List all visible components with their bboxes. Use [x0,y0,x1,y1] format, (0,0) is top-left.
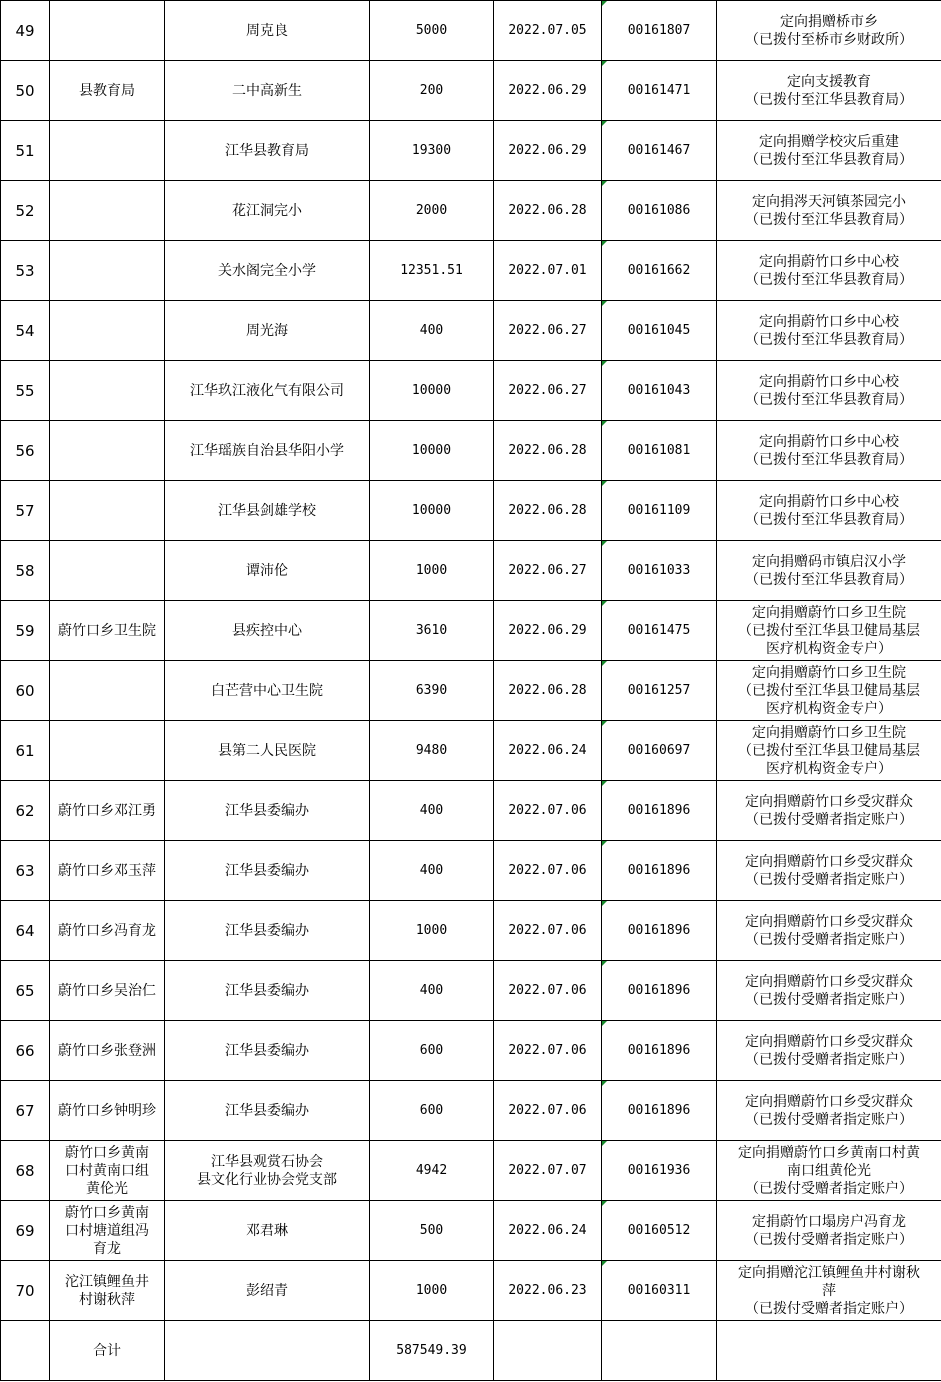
amount-cell: 12351.51 [370,241,494,301]
amount-cell: 400 [370,961,494,1021]
row-number-cell: 49 [1,1,50,61]
date-cell: 2022.06.28 [494,481,602,541]
recipient-cell: 蔚竹口乡钟明珍 [50,1081,165,1141]
receipt-number-cell: 00161257 [602,661,717,721]
donor-cell: 彭绍青 [165,1261,370,1321]
purpose-cell: 定向捐赠蔚竹口乡受灾群众 （已拨付受赠者指定账户） [717,781,941,841]
recipient-cell [50,121,165,181]
date-cell: 2022.06.23 [494,1261,602,1321]
donor-cell: 江华县剑雄学校 [165,481,370,541]
amount-cell: 10000 [370,361,494,421]
purpose-cell: 定向捐赠蔚竹口乡黄南口村黄 南口组黄伦光 （已拨付受赠者指定账户） [717,1141,941,1201]
table-row [1,661,941,721]
amount-cell: 3610 [370,601,494,661]
date-cell: 2022.06.27 [494,301,602,361]
receipt-number-cell: 00161043 [602,361,717,421]
date-cell: 2022.06.24 [494,721,602,781]
date-cell: 2022.06.29 [494,601,602,661]
donor-cell: 江华县委编办 [165,1081,370,1141]
amount-cell: 4942 [370,1141,494,1201]
receipt-number-cell: 00160311 [602,1261,717,1321]
row-number-cell: 52 [1,181,50,241]
row-number-cell: 50 [1,61,50,121]
receipt-number-cell: 00161045 [602,301,717,361]
table-row [1,301,941,361]
row-number-cell: 56 [1,421,50,481]
donor-cell: 二中高新生 [165,61,370,121]
amount-cell: 1000 [370,901,494,961]
row-number-cell: 68 [1,1141,50,1201]
donor-cell: 谭沛伦 [165,541,370,601]
row-number-cell: 62 [1,781,50,841]
table-row [1,601,941,661]
table-row [1,241,941,301]
total-amount-cell: 587549.39 [370,1321,494,1381]
table-row [1,61,941,121]
donor-cell: 周克良 [165,1,370,61]
purpose-cell: 定向捐赠蔚竹口乡受灾群众 （已拨付受赠者指定账户） [717,1021,941,1081]
date-cell: 2022.06.27 [494,541,602,601]
table-row [1,841,941,901]
donor-cell: 江华县委编办 [165,1021,370,1081]
row-number-cell: 66 [1,1021,50,1081]
purpose-cell: 定向捐赠蔚竹口乡卫生院 （已拨付至江华县卫健局基层 医疗机构资金专户） [717,601,941,661]
row-number-cell: 67 [1,1081,50,1141]
empty-cell [602,1321,717,1381]
row-number-cell: 70 [1,1261,50,1321]
row-number-cell: 53 [1,241,50,301]
receipt-number-cell: 00161109 [602,481,717,541]
amount-cell: 2000 [370,181,494,241]
purpose-cell: 定向捐蔚竹口乡中心校 （已拨付至江华县教育局） [717,361,941,421]
recipient-cell: 沱江镇鲤鱼井 村谢秋萍 [50,1261,165,1321]
receipt-number-cell: 00161896 [602,841,717,901]
purpose-cell: 定向捐赠蔚竹口乡卫生院 （已拨付至江华县卫健局基层 医疗机构资金专户） [717,661,941,721]
donor-cell: 江华县委编办 [165,901,370,961]
date-cell: 2022.07.06 [494,961,602,1021]
receipt-number-cell: 00161807 [602,1,717,61]
purpose-cell: 定向捐赠桥市乡 （已拨付至桥市乡财政所） [717,1,941,61]
table-row [1,1021,941,1081]
date-cell: 2022.07.06 [494,1021,602,1081]
table-row [1,481,941,541]
donor-cell: 周光海 [165,301,370,361]
total-label-cell: 合计 [50,1321,165,1381]
receipt-number-cell: 00161086 [602,181,717,241]
table-row [1,181,941,241]
recipient-cell: 蔚竹口乡邓江勇 [50,781,165,841]
amount-cell: 1000 [370,1261,494,1321]
receipt-number-cell: 00161896 [602,781,717,841]
table-row [1,121,941,181]
row-number-cell: 64 [1,901,50,961]
donor-cell: 江华县观赏石协会 县文化行业协会党支部 [165,1141,370,1201]
purpose-cell: 定向捐蔚竹口乡中心校 （已拨付至江华县教育局） [717,421,941,481]
table-row [1,1081,941,1141]
date-cell: 2022.07.05 [494,1,602,61]
recipient-cell [50,721,165,781]
receipt-number-cell: 00161662 [602,241,717,301]
recipient-cell: 蔚竹口乡黄南 口村塘道组冯 育龙 [50,1201,165,1261]
recipient-cell: 蔚竹口乡冯育龙 [50,901,165,961]
row-number-cell: 60 [1,661,50,721]
recipient-cell: 县教育局 [50,61,165,121]
recipient-cell: 蔚竹口乡黄南 口村黄南口组 黄伦光 [50,1141,165,1201]
row-number-cell: 65 [1,961,50,1021]
donor-cell: 花江洞完小 [165,181,370,241]
table-row [1,1,941,61]
receipt-number-cell: 00161467 [602,121,717,181]
date-cell: 2022.07.07 [494,1141,602,1201]
receipt-number-cell: 00161896 [602,1081,717,1141]
purpose-cell: 定向捐蔚竹口乡中心校 （已拨付至江华县教育局） [717,481,941,541]
amount-cell: 500 [370,1201,494,1261]
purpose-cell: 定向捐蔚竹口乡中心校 （已拨付至江华县教育局） [717,241,941,301]
receipt-number-cell: 00161896 [602,901,717,961]
amount-cell: 200 [370,61,494,121]
donor-cell: 江华玖江液化气有限公司 [165,361,370,421]
recipient-cell [50,241,165,301]
donor-cell: 县第二人民医院 [165,721,370,781]
recipient-cell [50,481,165,541]
purpose-cell: 定向捐赠沱江镇鲤鱼井村谢秋 萍 （已拨付受赠者指定账户） [717,1261,941,1321]
amount-cell: 6390 [370,661,494,721]
amount-cell: 1000 [370,541,494,601]
purpose-cell: 定向捐赠蔚竹口乡受灾群众 （已拨付受赠者指定账户） [717,901,941,961]
row-number-cell: 61 [1,721,50,781]
donor-cell: 江华县委编办 [165,961,370,1021]
recipient-cell [50,361,165,421]
table-row [1,421,941,481]
donor-cell: 江华瑶族自治县华阳小学 [165,421,370,481]
receipt-number-cell: 00161896 [602,961,717,1021]
recipient-cell [50,301,165,361]
row-number-cell: 63 [1,841,50,901]
row-number-cell: 69 [1,1201,50,1261]
date-cell: 2022.07.06 [494,901,602,961]
date-cell: 2022.06.29 [494,121,602,181]
receipt-number-cell: 00161896 [602,1021,717,1081]
row-number-cell: 58 [1,541,50,601]
date-cell: 2022.06.28 [494,661,602,721]
donor-cell: 白芒营中心卫生院 [165,661,370,721]
table-row [1,961,941,1021]
receipt-number-cell: 00161033 [602,541,717,601]
date-cell: 2022.06.24 [494,1201,602,1261]
receipt-number-cell: 00161081 [602,421,717,481]
date-cell: 2022.06.27 [494,361,602,421]
amount-cell: 400 [370,841,494,901]
purpose-cell: 定向捐赠蔚竹口乡受灾群众 （已拨付受赠者指定账户） [717,841,941,901]
row-number-cell: 51 [1,121,50,181]
table-row [1,721,941,781]
receipt-number-cell: 00160697 [602,721,717,781]
date-cell: 2022.07.06 [494,1081,602,1141]
donor-cell: 江华县委编办 [165,841,370,901]
table-row [1,541,941,601]
recipient-cell [50,181,165,241]
date-cell: 2022.07.01 [494,241,602,301]
date-cell: 2022.07.06 [494,841,602,901]
table-row [1,901,941,961]
row-number-cell: 59 [1,601,50,661]
donor-cell: 县疾控中心 [165,601,370,661]
amount-cell: 5000 [370,1,494,61]
amount-cell: 9480 [370,721,494,781]
empty-cell [165,1321,370,1381]
empty-cell [717,1321,941,1381]
table-row [1,361,941,421]
amount-cell: 10000 [370,421,494,481]
date-cell: 2022.06.28 [494,421,602,481]
receipt-number-cell: 00161475 [602,601,717,661]
recipient-cell [50,421,165,481]
table-row [1,1261,941,1321]
ledger-body [1,1,941,1381]
receipt-number-cell: 00161471 [602,61,717,121]
table-row [1,781,941,841]
row-number-cell: 54 [1,301,50,361]
purpose-cell: 定向捐赠蔚竹口乡卫生院 （已拨付至江华县卫健局基层 医疗机构资金专户） [717,721,941,781]
date-cell: 2022.06.28 [494,181,602,241]
recipient-cell: 蔚竹口乡张登洲 [50,1021,165,1081]
purpose-cell: 定向捐涔天河镇茶园完小 （已拨付至江华县教育局） [717,181,941,241]
amount-cell: 400 [370,301,494,361]
date-cell: 2022.07.06 [494,781,602,841]
row-number-cell: 55 [1,361,50,421]
empty-cell [494,1321,602,1381]
recipient-cell: 蔚竹口乡卫生院 [50,601,165,661]
purpose-cell: 定向支援教育 （已拨付至江华县教育局） [717,61,941,121]
receipt-number-cell: 00161936 [602,1141,717,1201]
purpose-cell: 定向捐赠蔚竹口乡受灾群众 （已拨付受赠者指定账户） [717,961,941,1021]
empty-cell [1,1321,50,1381]
donor-cell: 江华县委编办 [165,781,370,841]
row-number-cell: 57 [1,481,50,541]
amount-cell: 600 [370,1081,494,1141]
table-row [1,1141,941,1201]
purpose-cell: 定捐蔚竹口塌房户冯育龙 （已拨付受赠者指定账户） [717,1201,941,1261]
amount-cell: 600 [370,1021,494,1081]
amount-cell: 10000 [370,481,494,541]
table-row [1,1201,941,1261]
purpose-cell: 定向捐赠码市镇启汉小学 （已拨付至江华县教育局） [717,541,941,601]
date-cell: 2022.06.29 [494,61,602,121]
recipient-cell [50,661,165,721]
recipient-cell [50,1,165,61]
purpose-cell: 定向捐赠学校灾后重建 （已拨付至江华县教育局） [717,121,941,181]
recipient-cell: 蔚竹口乡邓玉萍 [50,841,165,901]
donor-cell: 邓君琳 [165,1201,370,1261]
purpose-cell: 定向捐赠蔚竹口乡受灾群众 （已拨付受赠者指定账户） [717,1081,941,1141]
donor-cell: 关水阁完全小学 [165,241,370,301]
total-row [1,1321,941,1381]
donor-cell: 江华县教育局 [165,121,370,181]
amount-cell: 19300 [370,121,494,181]
receipt-number-cell: 00160512 [602,1201,717,1261]
purpose-cell: 定向捐蔚竹口乡中心校 （已拨付至江华县教育局） [717,301,941,361]
recipient-cell [50,541,165,601]
amount-cell: 400 [370,781,494,841]
recipient-cell: 蔚竹口乡吴治仁 [50,961,165,1021]
